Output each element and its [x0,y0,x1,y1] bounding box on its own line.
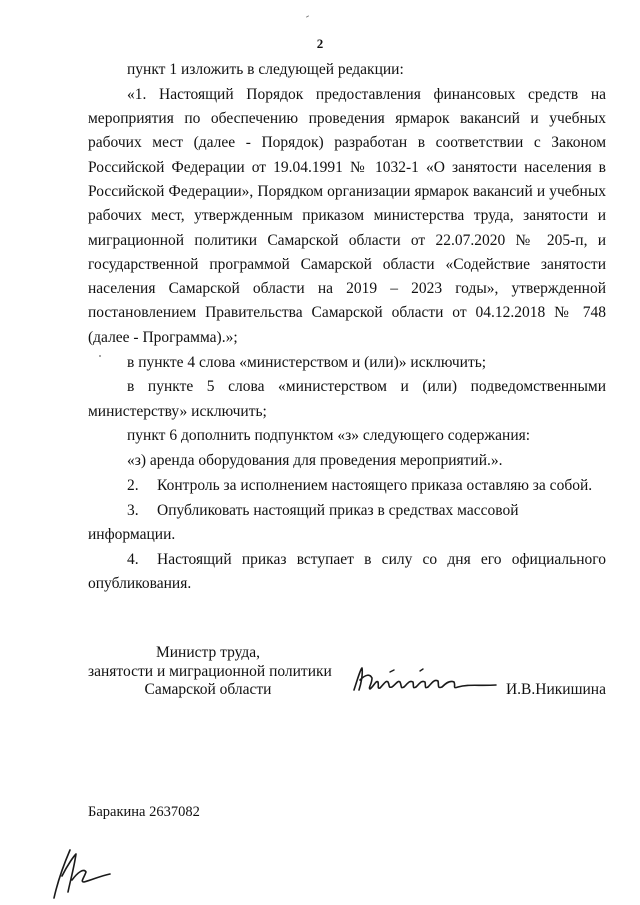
item-text: Опубликовать настоящий приказ в средствах массовой информации. [88,501,519,544]
numbered-item-4 [88,548,606,597]
page-number: 2 [316,36,324,51]
paragraph-clause-4: в пункте 4 слова «министерством и (или)» исключить; [127,353,487,371]
signatory-title-line: занятости и миграционной политики [88,662,332,680]
handwritten-signature [350,660,500,700]
executor-contact: Баракина 2637082 [88,804,200,820]
item-number: 4. [127,550,139,568]
paragraph-clause-1-intro: пункт 1 изложить в следующей редакции: [127,61,404,78]
signatory-title-line: Министр труда, [155,644,261,661]
signatory-title [88,644,332,700]
paragraph-clause-5: в пункте 5 слова «министерством и (или) подведомственными министерству» исключить; [88,378,606,420]
paragraph-clause-6-z: «з) аренда оборудования для проведения мероприятий.». [127,452,503,470]
item-number: 2. [127,477,139,495]
item-text: Настоящий приказ вступает в силу со дня его официального опубликования. [88,550,606,593]
item-number: 3. [127,501,139,519]
scan-mark [306,15,309,17]
item-text: Контроль за исполнением настоящего приказа оставляю за собой. [157,477,593,495]
paragraph-clause-6-intro: пункт 6 дополнить подпунктом «з» следующего содержания: [127,427,531,445]
numbered-item-2 [88,474,606,498]
signature-block [88,644,606,704]
signatory-name: И.В.Никишина [505,681,606,698]
signatory-title-line: Самарской области [144,681,272,698]
scan-dot [99,355,101,357]
paragraph-clause-1-text: «1. Настоящий Порядок предоставления финансовых средств на мероприятия по обеспечению проведения ярмарок вакансий и учебных рабочих мест (далее - Порядок) разработан в соответствии с Законом Российской Федерации от 19.04.1991 № 1032-1 «О занятости населения в Российской Федерации», Порядком организации ярмарок вакансий и учебных рабочих мест, утвержденным приказом министерства труда, занятости и миграционной политики Самарской области от 22.07.2020 № 205-п, и государственной программой Самарской области «Содействие занятости населения Самарской области на 2019 – 2023 годы», утвержденной постановлением Правительства Самарской области от 04.12.2018 № 748 (далее - Программа).»; [88,85,606,346]
document-body [88,58,606,597]
handwritten-initials [48,846,118,902]
numbered-item-3 [88,499,606,548]
